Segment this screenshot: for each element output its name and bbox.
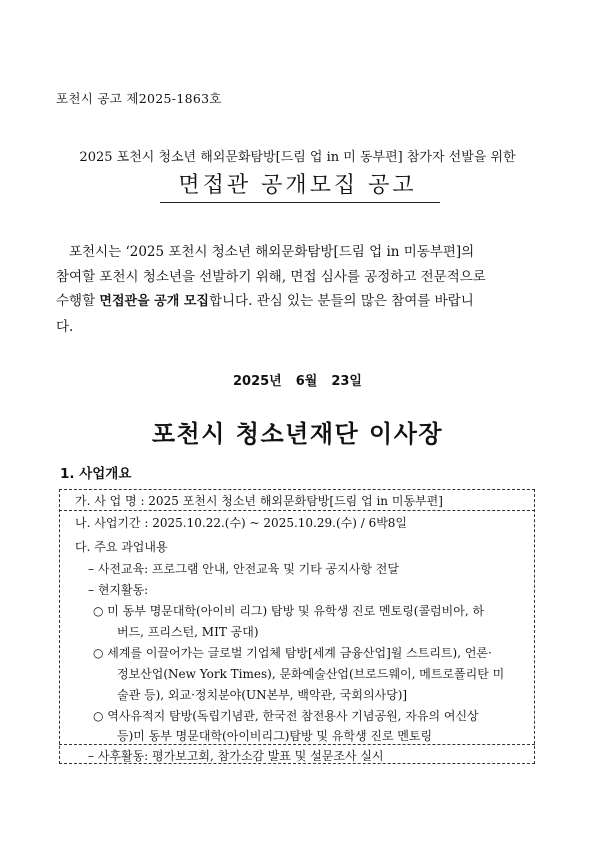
announcement-title: 면접관 공개모집 공고 bbox=[178, 173, 417, 198]
body-line bbox=[56, 289, 538, 315]
row-divider bbox=[59, 510, 535, 511]
pre-activity: – 사전교육: 프로그램 안내, 안전교육 및 기타 공지사항 전달 bbox=[88, 562, 399, 576]
local-activity-item: ○ 역사유적지 탐방(독립기념관, 한국전 참전용사 기념공원, 자유의 여신상 bbox=[93, 709, 479, 723]
post-activity: – 사후활동: 평가보고회, 참가소감 발표 및 설문조사 실시 bbox=[88, 749, 384, 763]
local-activity-item: 술관 등), 외교·정치분야(UN본부, 백악관, 국회의사당)] bbox=[117, 688, 408, 702]
row-divider bbox=[59, 744, 535, 745]
local-activity-item: 등)미 동부 명문대학(아이비리그)탐방 및 유학생 진로 멘토링 bbox=[117, 729, 433, 743]
notice-number: 포천시 공고 제2025-1863호 bbox=[56, 91, 222, 106]
organization-name: 포천시 청소년재단 이사장 bbox=[151, 419, 444, 448]
local-activity-label: – 현지활동: bbox=[88, 583, 149, 597]
body-line: 참여할 포천시 청소년을 선발하기 위해, 면접 심사를 공정하고 전문적으로 bbox=[56, 268, 486, 285]
local-activity-item: 버드, 프리스턴, MIT 공대) bbox=[117, 625, 259, 639]
date-day: 23일 bbox=[331, 374, 362, 389]
business-period: 나. 사업기간 : 2025.10.22.(수) ~ 2025.10.29.(수) / 6박8일 bbox=[75, 516, 408, 530]
local-activity-item: 정보산업(New York Times), 문화예술산업(브로드웨이, 메트로폴리탄 미 bbox=[117, 667, 505, 681]
main-content-label: 다. 주요 과업내용 bbox=[75, 540, 168, 554]
announcement-subtitle: 2025 포천시 청소년 해외문화탐방[드림 업 in 미 동부편] 참가자 선발을 위한 bbox=[79, 150, 516, 165]
body-emphasis: 면접관을 공개 모집 bbox=[99, 294, 209, 309]
section-heading: 1. 사업개요 bbox=[60, 466, 132, 482]
title-underline bbox=[160, 202, 440, 203]
announcement-body bbox=[56, 240, 538, 339]
body-text: 합니다. 관심 있는 분들의 많은 참여를 바랍니 bbox=[208, 293, 474, 309]
body-text: 수행할 bbox=[56, 293, 100, 309]
local-activity-item: ○ 미 동부 명문대학(아이비 리그) 탐방 및 유학생 진로 멘토링(콜럼비아, 하 bbox=[93, 604, 485, 618]
date-year: 2025년 bbox=[232, 374, 282, 389]
date-month: 6월 bbox=[295, 374, 318, 389]
business-name: 가. 사 업 명 : 2025 포천시 청소년 해외문화탐방[드림 업 in 미동부편] bbox=[75, 494, 443, 508]
body-line: 다. bbox=[56, 318, 74, 335]
local-activity-item: ○ 세계를 이끌어가는 글로벌 기업체 탐방[세계 금융산업]월 스트리트), 언론· bbox=[93, 646, 492, 660]
announcement-date bbox=[0, 370, 595, 389]
body-line: 포천시는 ‘2025 포천시 청소년 해외문화탐방[드림 업 in 미동부편]의 bbox=[69, 244, 475, 260]
